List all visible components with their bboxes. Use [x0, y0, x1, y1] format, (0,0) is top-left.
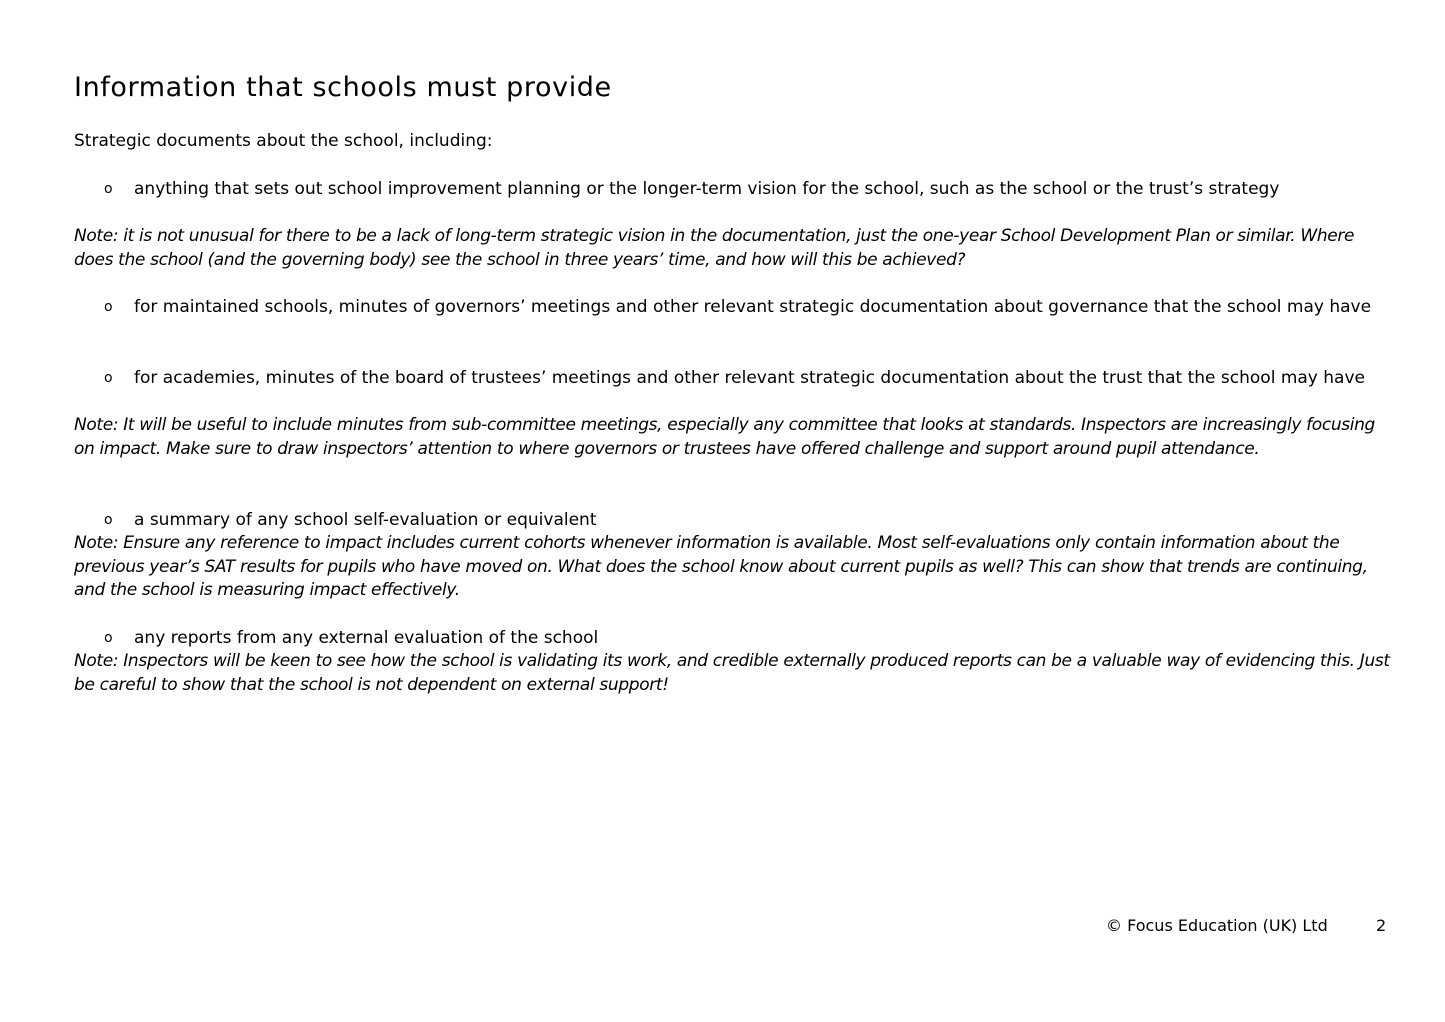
list-item: anything that sets out school improvement planning or the longer-term vision for the school, such as the school or the trust’s strategy — [134, 179, 1280, 199]
note-text: Note: It will be useful to include minutes from sub-committee meetings, especially any committee that looks at standards. Inspectors are increasingly focusing on impact. Make sure to draw inspectors’ attention to where governors or trustees have offered challenge and support around pupil attendance. — [74, 415, 1375, 459]
note-text: Note: it is not unusual for there to be a lack of long-term strategic vision in the documentation, just the one-year School Development Plan or similar. Where does the school (and the governing body) see the school in three years’ time, and how will this be achieved? — [74, 226, 1355, 270]
list-item: any reports from any external evaluation of the school — [134, 628, 599, 648]
note-text: Note: Ensure any reference to impact includes current cohorts whenever information is available. Most self-evaluations only contain information about the previous year’s SAT results for pupils who have moved on. What does the school know about current pupils as well? This can show that trends are continuing, and the school is measuring impact effectively. — [74, 533, 1368, 600]
list-item: for maintained schools, minutes of governors’ meetings and other relevant strategic documentation about governance that the school may have — [134, 297, 1372, 317]
note-text: Note: Inspectors will be keen to see how the school is validating its work, and credible externally produced reports can be a valuable way of evidencing this. Just be careful to show that the school is not dependent on external support! — [74, 651, 1390, 695]
intro-text: Strategic documents about the school, including: — [74, 131, 493, 151]
bullet-marker: o — [104, 181, 113, 197]
list-item: for academies, minutes of the board of trustees’ meetings and other relevant strategic documentation about the trust that the school may have — [134, 368, 1365, 388]
list-item: a summary of any school self-evaluation or equivalent — [134, 510, 597, 530]
bullet-marker: o — [104, 370, 113, 386]
bullet-marker: o — [104, 512, 113, 528]
page-title: Information that schools must provide — [74, 72, 612, 103]
bullet-marker: o — [104, 299, 113, 315]
page-number: 2 — [1376, 916, 1387, 935]
bullet-marker: o — [104, 630, 113, 646]
footer-copyright: © Focus Education (UK) Ltd — [1106, 916, 1328, 935]
